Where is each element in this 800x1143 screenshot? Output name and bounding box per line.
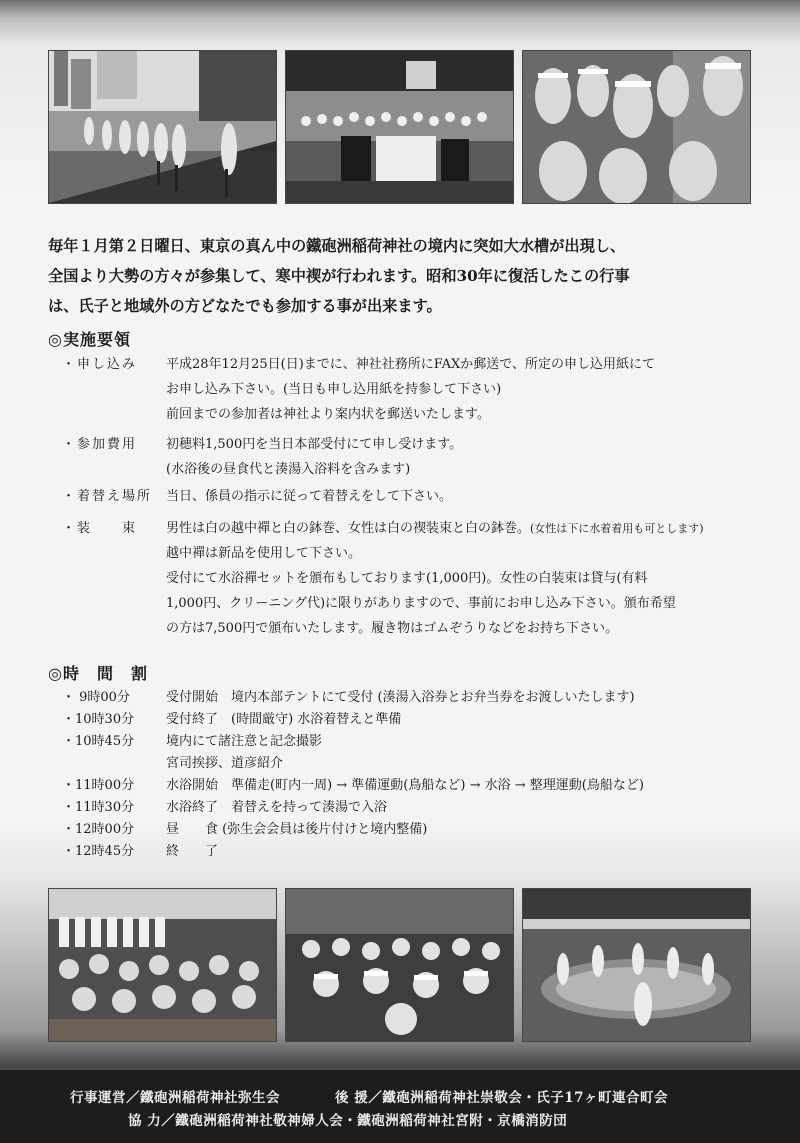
schedule-row <box>62 731 762 753</box>
photo-men-headbands <box>522 50 751 204</box>
top-photo-row <box>48 50 748 202</box>
attire-main-text: 男性は白の越中禪と白の鉢巻、女性は白の禊装束と白の鉢巻。 <box>166 521 531 536</box>
requirement-line: 初穂料1,500円を当日本部受付にて申し受けます。 <box>166 437 463 452</box>
schedule-row <box>62 709 762 731</box>
footer-credits <box>0 1070 800 1143</box>
schedule-time: ・10時45分 <box>62 734 135 749</box>
requirement-line <box>166 516 762 541</box>
footer-organizer: 行事運営／鐵砲洲稲荷神社弥生会 <box>70 1090 280 1106</box>
schedule-list <box>62 687 762 863</box>
schedule-time: ・ 9時00分 <box>62 690 130 705</box>
footer-support: 後 援／鐵砲洲稲荷神社崇敬会・氏子17ヶ町連合町会 <box>335 1090 668 1106</box>
photo-street-runners <box>48 50 277 204</box>
footer-cooperation: 協 力／鐵砲洲稲荷神社敬神婦人会・鐵砲洲稲荷神社宮附・京橋消防団 <box>128 1113 568 1129</box>
schedule-time: ・11時30分 <box>62 800 135 815</box>
requirement-line: 1,000円、クリーニング代)に限りがありますので、事前にお申し込み下さい。頒布希望 <box>166 596 676 611</box>
schedule-row <box>62 797 762 819</box>
requirement-line: 受付にて水浴禪セットを頒布もしております(1,000円)。女性の白装束は貸与(有料 <box>166 571 648 586</box>
requirement-label: ・着替え場所 <box>62 489 153 504</box>
intro-paragraph <box>48 231 753 321</box>
schedule-desc: 境内にて諸注意と記念撮影 <box>166 734 323 749</box>
requirement-line: 平成28年12月25日(日)までに、神社社務所にFAXか郵送で、所定の申し込用紙にて <box>166 357 656 372</box>
schedule-time: ・11時00分 <box>62 778 135 793</box>
schedule-row <box>62 775 762 797</box>
schedule-row <box>62 687 762 709</box>
requirement-label: ・参加費用 <box>62 437 138 452</box>
intro-line: は、氏子と地域外の方どなたでも参加する事が出来ます。 <box>48 297 442 315</box>
bottom-photo-row <box>48 888 748 1040</box>
requirement-line: お申し込み下さい。(当日も申し込用紙を持参して下さい) <box>166 382 502 397</box>
schedule-time: ・10時30分 <box>62 712 135 727</box>
requirement-body <box>166 516 762 641</box>
photo-bathers-in-tub <box>48 888 277 1042</box>
requirement-line: 越中禪は新品を使用して下さい。 <box>166 546 362 561</box>
schedule-desc: 受付終了 (時間厳守) 水浴着替えと準備 <box>166 712 402 727</box>
intro-line: 全国より大勢の方々が参集して、寒中禊が行われます。昭和30年に復活したこの行事 <box>48 267 630 285</box>
schedule-time: ・12時00分 <box>62 822 135 837</box>
requirement-label: ・申し込み <box>62 357 138 372</box>
schedule-desc: 宮司挨拶、道彦紹介 <box>166 756 284 771</box>
attire-note: (女性は下に水着着用も可とします) <box>530 522 704 535</box>
schedule-heading: ◎時 間 割 <box>48 664 148 683</box>
requirement-body <box>166 484 762 509</box>
schedule-desc: 昼 食 (弥生会会員は後片付けと境内整備) <box>166 822 428 837</box>
requirement-body <box>166 432 762 482</box>
intro-line: 毎年１月第２日曜日、東京の真ん中の鐵砲洲稲荷神社の境内に突如大水槽が出現し、 <box>48 237 626 255</box>
requirement-body <box>166 352 762 427</box>
schedule-desc: 水浴終了 着替えを持って湊湯で入浴 <box>166 800 388 815</box>
schedule-desc: 水浴開始 準備走(町内一周) → 準備運動(鳥船など) → 水浴 → 整理運動(鳥船など) <box>166 778 644 793</box>
photo-pool-overview <box>522 888 751 1042</box>
requirement-line: (水浴後の昼食代と湊湯入浴料を含みます) <box>166 462 411 477</box>
photo-crowd-in-water <box>285 888 514 1042</box>
schedule-desc: 受付開始 境内本部テントにて受付 (湊湯入浴券とお弁当券をお渡しいたします) <box>166 690 635 705</box>
requirement-line: の方は7,500円で頒布いたします。履き物はゴムぞうりなどをお持ち下さい。 <box>166 621 619 636</box>
schedule-time: ・12時45分 <box>62 844 135 859</box>
requirement-label: ・装 束 <box>62 521 138 536</box>
requirements-heading: ◎実施要領 <box>48 330 131 349</box>
schedule-row <box>62 819 762 841</box>
photo-group-at-shrine <box>285 50 514 204</box>
schedule-row <box>62 753 762 775</box>
requirement-line: 前回までの参加者は神社より案内状を郵送いたします。 <box>166 407 490 422</box>
schedule-desc: 終 了 <box>166 844 219 859</box>
requirement-line: 当日、係員の指示に従って着替えをして下さい。 <box>166 489 453 504</box>
schedule-row <box>62 841 762 863</box>
